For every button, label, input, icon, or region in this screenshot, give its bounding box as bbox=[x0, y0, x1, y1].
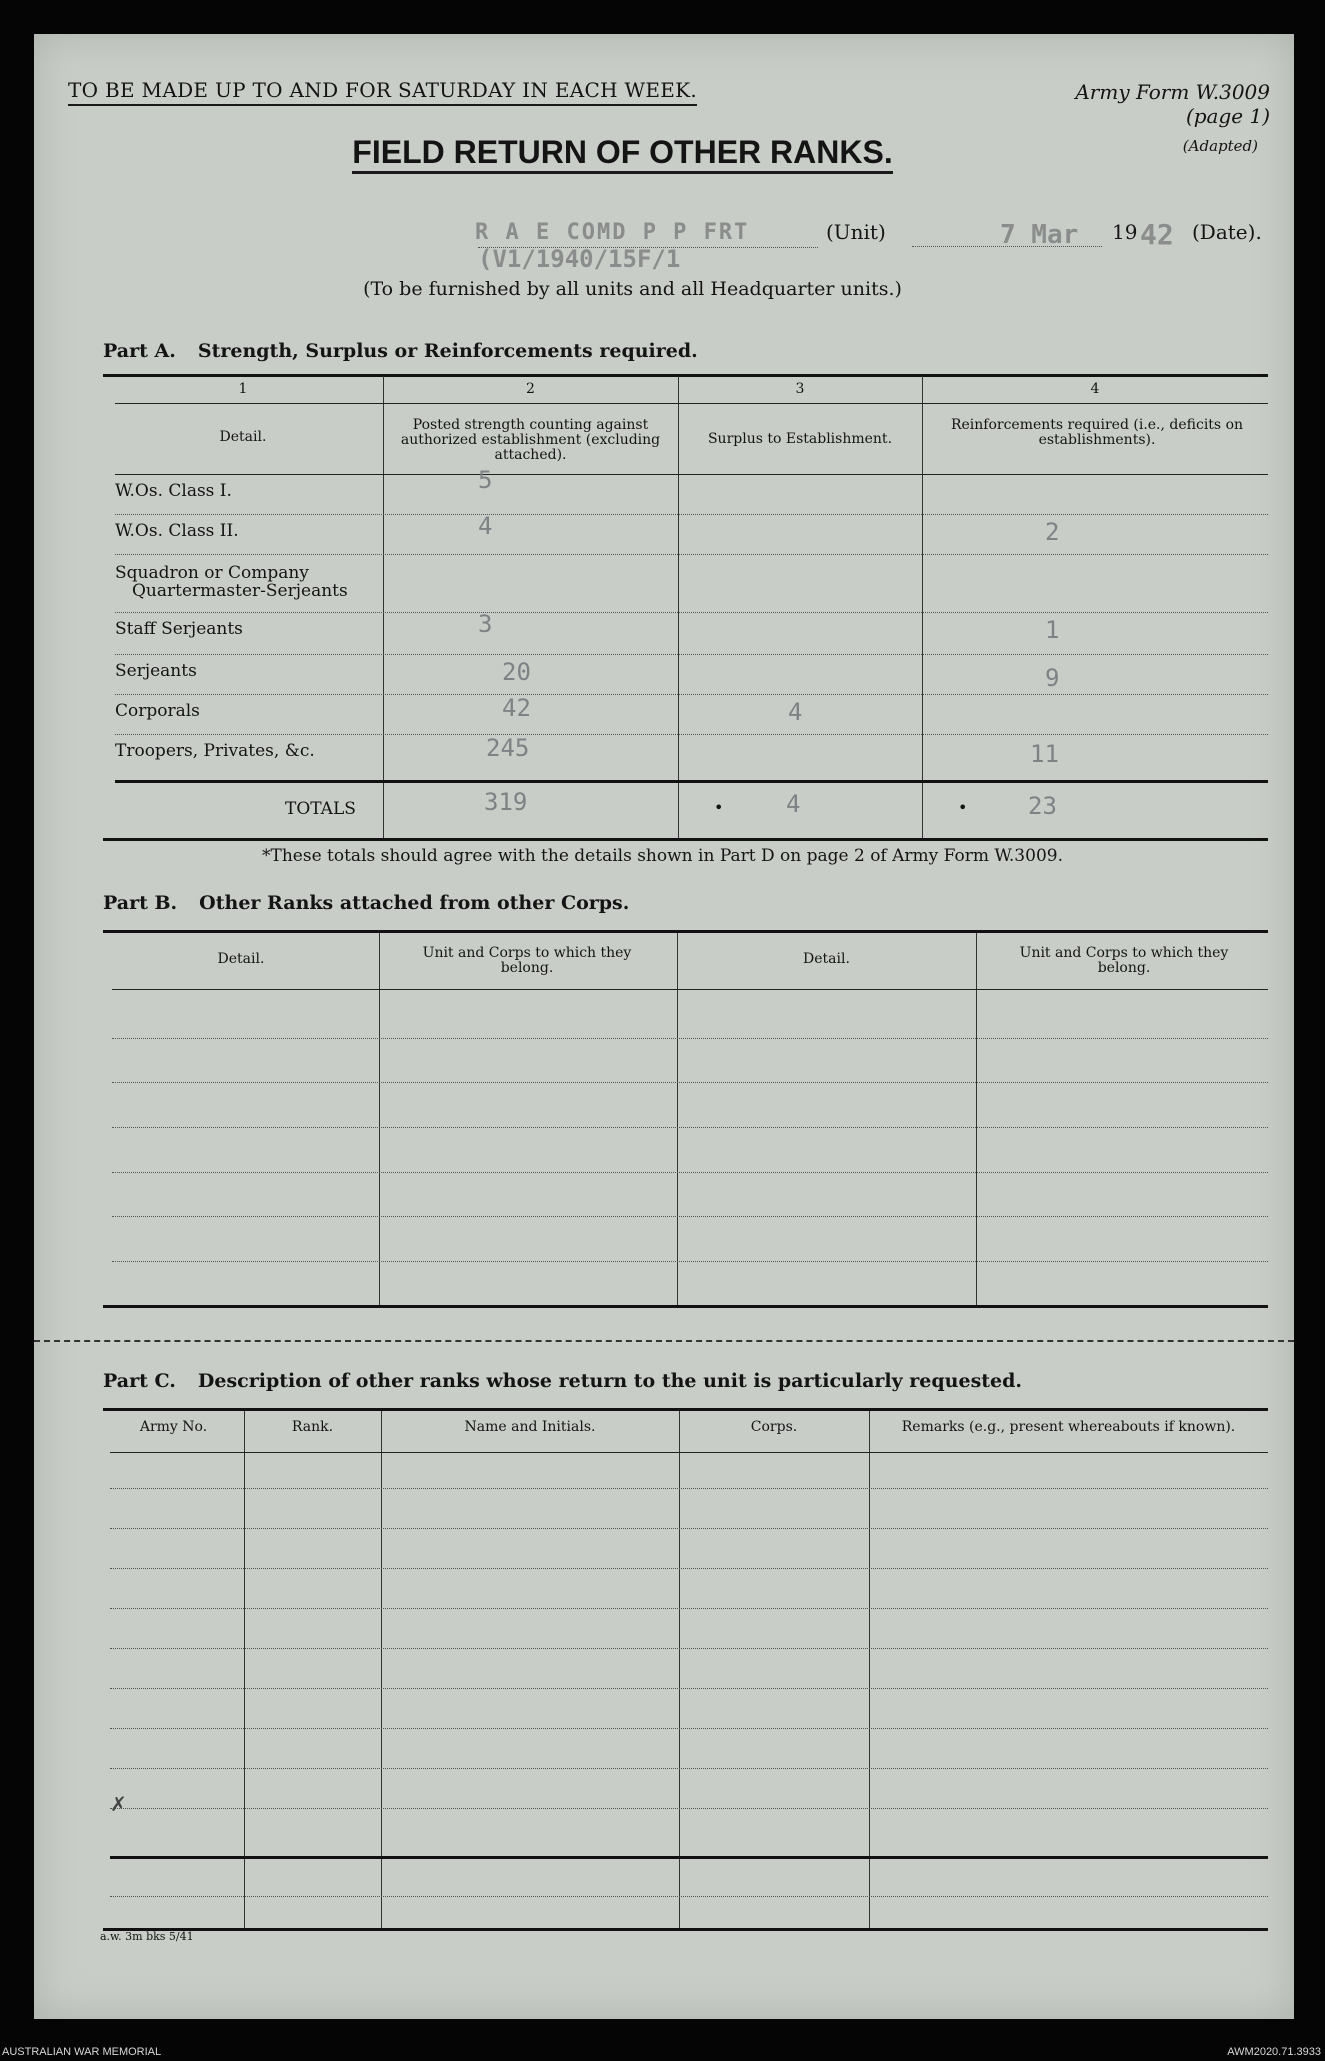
row-reinf-staff-serjeants: 1 bbox=[1045, 616, 1060, 644]
part-c-col-rank: Rank. bbox=[291, 1419, 334, 1435]
part-b-col-detail-2: Detail. bbox=[803, 951, 850, 967]
part-c-col-corps: Corps. bbox=[750, 1419, 798, 1435]
row-posted-corporals: 42 bbox=[502, 694, 531, 722]
part-a-vline-1 bbox=[383, 376, 384, 838]
part-c-title: Description of other ranks whose return to the unit is particularly requested. bbox=[197, 1370, 1023, 1392]
part-c-col-remarks: Remarks (e.g., present whereabouts if known). bbox=[901, 1419, 1236, 1435]
part-c-top-rule bbox=[103, 1408, 1268, 1411]
part-b-row-rule bbox=[112, 1261, 1268, 1262]
part-a-number-rule bbox=[115, 403, 1268, 404]
part-a-top-rule bbox=[103, 374, 1268, 377]
part-c-row-rule bbox=[110, 1568, 1268, 1569]
caption-left: AUSTRALIAN WAR MEMORIAL bbox=[2, 2046, 162, 2058]
col-header-detail: Detail. bbox=[219, 429, 267, 445]
part-b-row-rule bbox=[112, 1038, 1268, 1039]
row-detail-cqms: Squadron or Company bbox=[115, 563, 309, 583]
unit-stamp-line1: R A E COMD P P FRT bbox=[475, 220, 750, 245]
row-detail-staff-serjeants: Staff Serjeants bbox=[115, 619, 243, 639]
part-c-label: Part C. bbox=[103, 1370, 176, 1392]
part-b-heading bbox=[103, 892, 629, 914]
totals-surplus-asterisk: • bbox=[714, 798, 724, 817]
row-posted-wo1: 5 bbox=[478, 466, 493, 494]
row-posted-serjeants: 20 bbox=[502, 658, 531, 686]
part-c-row-rule bbox=[110, 1608, 1268, 1609]
row-rule bbox=[115, 514, 1268, 515]
part-c-row-rule bbox=[110, 1768, 1268, 1769]
col-number-1: 1 bbox=[238, 381, 248, 397]
part-a-label: Part A. bbox=[103, 340, 176, 362]
row-detail-corporals: Corporals bbox=[115, 701, 200, 721]
col-header-surplus: Surplus to Establishment. bbox=[707, 431, 893, 447]
row-reinf-wo2: 2 bbox=[1045, 518, 1060, 546]
part-c-row-rule bbox=[110, 1488, 1268, 1489]
part-c-col-name: Name and Initials. bbox=[464, 1419, 596, 1435]
form-title-wrap bbox=[0, 134, 1325, 171]
part-c-header-rule bbox=[110, 1452, 1268, 1453]
furnish-note: (To be furnished by all units and all Headquarter units.) bbox=[363, 278, 902, 300]
unit-underline bbox=[478, 247, 818, 248]
col-number-3: 3 bbox=[795, 381, 805, 397]
caption-right: AWM2020.71.3933 bbox=[1227, 2046, 1321, 2058]
part-a-totals-rule bbox=[115, 780, 1268, 783]
part-c-bottom-rule bbox=[103, 1928, 1268, 1931]
part-c-heading bbox=[103, 1370, 1022, 1392]
part-c-col-army-no: Army No. bbox=[139, 1419, 208, 1435]
part-b-col-unit-1: Unit and Corps to which they belong. bbox=[422, 945, 632, 976]
row-detail-troopers: Troopers, Privates, &c. bbox=[115, 741, 315, 761]
form-title: FIELD RETURN OF OTHER RANKS. bbox=[352, 134, 892, 174]
part-a-title: Strength, Surplus or Reinforcements required. bbox=[197, 340, 698, 362]
part-c-double-rule bbox=[110, 1856, 1268, 1859]
col-number-2: 2 bbox=[526, 381, 535, 397]
form-adapted: (Adapted) bbox=[1182, 137, 1258, 155]
form-paper bbox=[34, 34, 1294, 2019]
row-reinf-serjeants: 9 bbox=[1045, 664, 1060, 692]
totals-surplus: 4 bbox=[786, 790, 801, 818]
col-header-reinforcements: Reinforcements required (i.e., deficits on establishments). bbox=[950, 417, 1244, 448]
part-a-vline-3 bbox=[922, 376, 923, 838]
part-c-row-rule bbox=[110, 1688, 1268, 1689]
part-c-row-rule bbox=[110, 1648, 1268, 1649]
part-b-title: Other Ranks attached from other Corps. bbox=[199, 892, 630, 914]
instruction-line: TO BE MADE UP TO AND FOR SATURDAY IN EACH WEEK. bbox=[68, 78, 697, 106]
unit-stamp-line2: (V1/1940/15F/1 bbox=[478, 245, 681, 273]
row-rule bbox=[115, 734, 1268, 735]
part-c-row-rule bbox=[110, 1896, 1268, 1897]
part-b-col-detail-1: Detail. bbox=[217, 951, 265, 967]
totals-label: TOTALS bbox=[285, 799, 356, 819]
row-posted-wo2: 4 bbox=[478, 512, 493, 540]
form-page: (page 1) bbox=[1185, 104, 1270, 128]
totals-reinf: 23 bbox=[1028, 792, 1057, 820]
part-c-row-rule bbox=[110, 1808, 1268, 1809]
part-b-col-unit-2: Unit and Corps to which they belong. bbox=[1019, 945, 1229, 976]
date-century: 19 bbox=[1112, 220, 1138, 244]
row-rule bbox=[115, 554, 1268, 555]
part-a-heading bbox=[103, 340, 698, 362]
row-reinf-troopers: 11 bbox=[1030, 740, 1059, 768]
part-b-top-rule bbox=[103, 930, 1268, 933]
row-rule bbox=[115, 612, 1268, 613]
part-b-label: Part B. bbox=[103, 892, 178, 914]
part-c-row-rule bbox=[110, 1728, 1268, 1729]
form-name: Army Form W.3009 bbox=[1075, 80, 1270, 104]
date-label: (Date). bbox=[1192, 220, 1262, 244]
part-b-row-rule bbox=[112, 1127, 1268, 1128]
date-day: 7 Mar bbox=[1000, 220, 1079, 250]
totals-posted: 319 bbox=[484, 788, 528, 816]
date-year: 42 bbox=[1140, 218, 1174, 251]
ink-mark-icon: ✗ bbox=[110, 1792, 127, 1816]
part-b-header-rule bbox=[112, 989, 1268, 990]
part-b-bottom-rule bbox=[103, 1305, 1268, 1308]
row-rule bbox=[115, 694, 1268, 695]
part-b-row-rule bbox=[112, 1172, 1268, 1173]
row-posted-troopers: 245 bbox=[486, 734, 530, 762]
unit-label: (Unit) bbox=[826, 220, 886, 244]
row-detail-cqms-2: Quartermaster-Serjeants bbox=[132, 581, 348, 601]
perforation-line bbox=[34, 1340, 1294, 1342]
row-posted-staff-serjeants: 3 bbox=[478, 610, 493, 638]
part-a-bottom-rule bbox=[103, 838, 1268, 841]
totals-reinf-asterisk: • bbox=[958, 798, 968, 817]
col-number-4: 4 bbox=[1090, 381, 1100, 397]
part-c-row-rule bbox=[110, 1528, 1268, 1529]
part-b-row-rule bbox=[112, 1216, 1268, 1217]
row-rule bbox=[115, 654, 1268, 655]
row-surplus-corporals: 4 bbox=[788, 698, 803, 726]
row-detail-serjeants: Serjeants bbox=[115, 661, 197, 681]
col-header-posted: Posted strength counting against authorized establishment (excluding attached). bbox=[400, 417, 661, 463]
row-detail-wo2: W.Os. Class II. bbox=[115, 521, 239, 541]
part-b-row-rule bbox=[112, 1082, 1268, 1083]
part-a-header-rule bbox=[115, 474, 1268, 475]
part-a-footnote: *These totals should agree with the details shown in Part D on page 2 of Army Form W.3009. bbox=[262, 846, 1063, 866]
row-detail-wo1: W.Os. Class I. bbox=[115, 481, 232, 501]
print-code: a.w. 3m bks 5/41 bbox=[100, 1930, 194, 1943]
